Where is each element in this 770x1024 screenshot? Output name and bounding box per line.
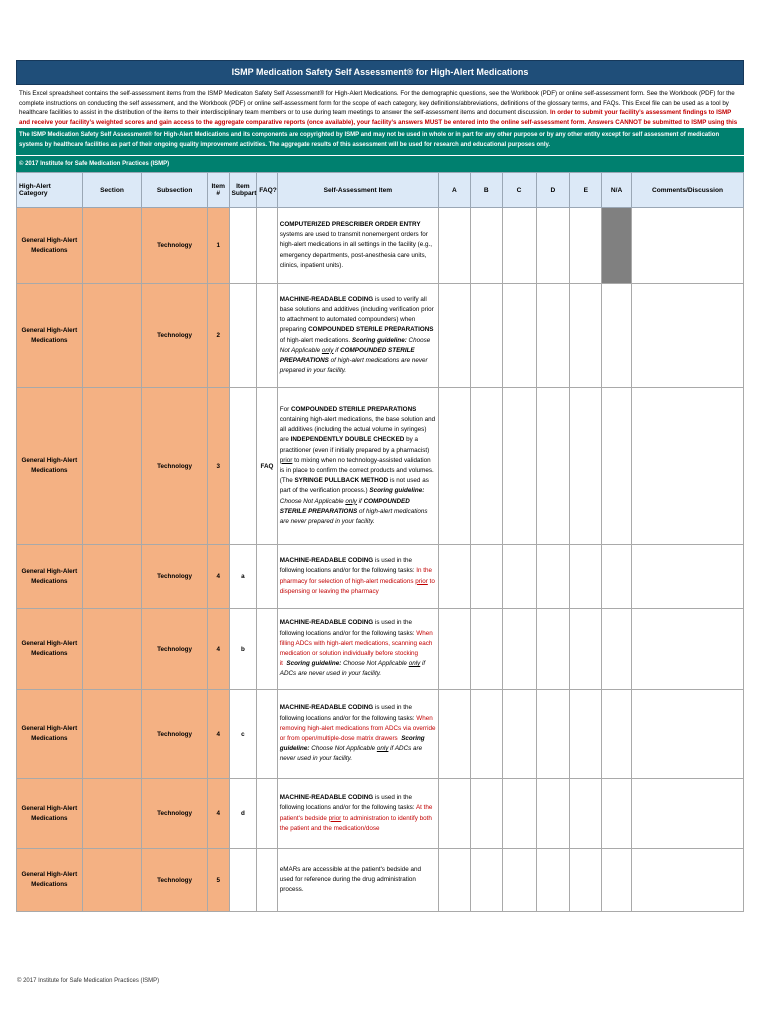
cell-category[interactable]: General High-Alert Medications: [17, 208, 83, 284]
item-text-part: is used in the following locations and/or for the following tasks:: [279, 619, 417, 637]
cell-e[interactable]: [570, 690, 602, 779]
cell-na[interactable]: [602, 690, 632, 779]
cell-d[interactable]: [536, 849, 570, 912]
cell-section[interactable]: [82, 388, 142, 545]
cell-a[interactable]: [438, 545, 470, 609]
cell-faq[interactable]: FAQ: [257, 388, 278, 545]
item-text-part: In the pharmacy for selection of high-alert medications: [279, 567, 433, 585]
item-text-part: Scoring guideline:: [369, 487, 425, 495]
cell-b[interactable]: [470, 779, 502, 849]
copyright-notice: The ISMP Medication Safety Self Assessment® for High-Alert Medications and its components are copyrighted by ISMP and may not be used in whole or in part for any other purpose or by any other entity except for self assessment of medication systems by healthcare facilities as part of their ongoing quality improvement activities. The aggregate results of this assessment will be used for research and educational purposes only.: [16, 128, 744, 155]
col-header-d[interactable]: D: [536, 173, 570, 208]
cell-subsection[interactable]: Technology: [142, 208, 208, 284]
cell-faq[interactable]: [257, 609, 278, 690]
cell-c[interactable]: [502, 690, 536, 779]
table-row: [17, 690, 744, 779]
cell-item-text[interactable]: [277, 690, 438, 779]
cell-e[interactable]: [570, 849, 602, 912]
item-text-part: INDEPENDENTLY DOUBLE CHECKED: [290, 436, 405, 444]
item-text-part: only: [408, 660, 421, 668]
cell-section[interactable]: [82, 284, 142, 388]
item-text-part: Scoring guideline:: [279, 735, 425, 753]
col-header-na[interactable]: N/A: [602, 173, 632, 208]
item-text-part: is used to verify all base solutions and additives (including verification prior to attachment to automated compounders) when preparing: [279, 295, 434, 334]
item-text-part: Scoring guideline:: [286, 660, 342, 668]
col-header-item-no[interactable]: Item #: [207, 173, 229, 208]
cell-comments[interactable]: [631, 208, 743, 284]
item-text-part: When removing high-alert medications from ADCs via override or from open/multiple-dose matrix drawers: [279, 714, 436, 742]
cell-subsection[interactable]: Technology: [142, 545, 208, 609]
cell-a[interactable]: [438, 849, 470, 912]
cell-item-no[interactable]: 5: [207, 849, 229, 912]
item-text-part: if: [333, 346, 341, 354]
cell-comments[interactable]: [631, 779, 743, 849]
cell-item-text[interactable]: [277, 609, 438, 690]
item-text-part: of high-alert medications are never prepared in your facility.: [279, 507, 428, 526]
cell-subpart[interactable]: a: [229, 545, 257, 609]
table-row: [17, 849, 744, 912]
table-row: [17, 545, 744, 609]
cell-b[interactable]: [470, 609, 502, 690]
cell-na[interactable]: [602, 609, 632, 690]
cell-faq[interactable]: [257, 284, 278, 388]
cell-d[interactable]: [536, 388, 570, 545]
cell-comments[interactable]: [631, 849, 743, 912]
item-text-part: to dispensing or leaving the pharmacy: [279, 577, 435, 595]
cell-na[interactable]: [602, 388, 632, 545]
cell-faq[interactable]: [257, 545, 278, 609]
item-text-part: MACHINE-READABLE CODING: [279, 619, 374, 627]
item-text-part: is used in the following locations and/or for the following tasks:: [279, 794, 416, 812]
cell-e[interactable]: [570, 208, 602, 284]
cell-subpart[interactable]: [229, 284, 257, 388]
cell-b[interactable]: [470, 545, 502, 609]
cell-a[interactable]: [438, 388, 470, 545]
table-row: [17, 388, 744, 545]
item-text-part: Scoring guideline:: [351, 336, 407, 344]
cell-subpart[interactable]: [229, 388, 257, 545]
cell-item-no[interactable]: 2: [207, 284, 229, 388]
item-text-part: by a practitioner (even if initially prepared by a pharmacist): [279, 436, 430, 454]
cell-d[interactable]: [536, 208, 570, 284]
item-text-part: COMPOUNDED STERILE PREPARATIONS: [279, 346, 415, 364]
cell-a[interactable]: [438, 208, 470, 284]
item-text-part: prior: [279, 456, 293, 464]
col-header-b[interactable]: B: [470, 173, 502, 208]
cell-category[interactable]: General High-Alert Medications: [17, 779, 83, 849]
cell-comments[interactable]: [631, 690, 743, 779]
cell-subpart[interactable]: [229, 849, 257, 912]
cell-section[interactable]: [82, 849, 142, 912]
cell-item-text[interactable]: [277, 779, 438, 849]
table-row: [17, 208, 744, 284]
cell-c[interactable]: [502, 388, 536, 545]
cell-item-text[interactable]: [277, 208, 438, 284]
item-text-part: if ADCs are never used in your facility.: [279, 745, 423, 763]
item-text-part: prior: [328, 814, 342, 822]
cell-item-text[interactable]: [277, 388, 438, 545]
col-header-section[interactable]: Section: [82, 173, 142, 208]
cell-item-text[interactable]: eMARs are accessible at the patient's bedside and used for reference during the drug administration process.: [277, 849, 438, 912]
cell-b[interactable]: [470, 849, 502, 912]
cell-item-text[interactable]: [277, 284, 438, 388]
item-text-part: if: [356, 497, 364, 505]
cell-subsection[interactable]: Technology: [142, 849, 208, 912]
cell-c[interactable]: [502, 208, 536, 284]
cell-e[interactable]: [570, 284, 602, 388]
cell-e[interactable]: [570, 609, 602, 690]
item-text-part: COMPUTERIZED PRESCRIBER ORDER ENTRY: [279, 220, 421, 228]
cell-section[interactable]: [82, 779, 142, 849]
table-row: [17, 779, 744, 849]
cell-b[interactable]: [470, 284, 502, 388]
cell-d[interactable]: [536, 690, 570, 779]
item-text-part: to administration to identify both the patient and the medication/dose: [279, 814, 432, 832]
cell-na[interactable]: [602, 849, 632, 912]
item-text-part: MACHINE-READABLE CODING: [279, 557, 374, 565]
col-header-subsection[interactable]: Subsection: [142, 173, 208, 208]
cell-subsection[interactable]: Technology: [142, 609, 208, 690]
col-header-comments[interactable]: Comments/Discussion: [631, 173, 743, 208]
item-text-part: SYRINGE PULLBACK METHOD: [294, 477, 389, 485]
table-row: [17, 284, 744, 388]
item-text-part: MACHINE-READABLE CODING: [279, 794, 374, 802]
cell-comments[interactable]: [631, 609, 743, 690]
item-text-part: COMPOUNDED STERILE PREPARATIONS: [290, 405, 417, 413]
cell-comments[interactable]: [631, 545, 743, 609]
cell-category[interactable]: General High-Alert Medications: [17, 849, 83, 912]
cell-item-no[interactable]: 3: [207, 388, 229, 545]
cell-item-no[interactable]: 4: [207, 609, 229, 690]
cell-subsection[interactable]: Technology: [142, 388, 208, 545]
item-text-part: only: [321, 346, 334, 354]
cell-b[interactable]: [470, 388, 502, 545]
cell-b[interactable]: [470, 690, 502, 779]
item-text-part: is used in the following locations and/or for the following tasks:: [279, 557, 417, 575]
cell-faq[interactable]: [257, 849, 278, 912]
item-text-part: of high-alert medications.: [279, 336, 352, 344]
cell-item-text[interactable]: [277, 545, 438, 609]
item-text-part: Choose Not Applicable: [279, 497, 346, 505]
item-text-part: COMPOUNDED STERILE PREPARATIONS: [279, 497, 410, 515]
cell-c[interactable]: [502, 545, 536, 609]
col-header-c[interactable]: C: [502, 173, 536, 208]
item-text-part: is used in the following locations and/or for the following tasks:: [279, 704, 417, 722]
cell-d[interactable]: [536, 545, 570, 609]
cell-subpart[interactable]: [229, 208, 257, 284]
cell-a[interactable]: [438, 609, 470, 690]
cell-d[interactable]: [536, 779, 570, 849]
item-text-part: Choose Not Applicable: [341, 660, 409, 668]
cell-na[interactable]: [602, 208, 632, 284]
cell-na[interactable]: [602, 545, 632, 609]
item-text-part: systems are used to transmit nonemergent orders for high-alert medications in all settings in the facility (e.g., emergency departments, post-anesthesia care units, clinics, inpatient units).: [279, 231, 433, 269]
cell-category[interactable]: General High-Alert Medications: [17, 690, 83, 779]
cell-d[interactable]: [536, 284, 570, 388]
item-text-part: For: [279, 405, 291, 413]
col-header-item-text[interactable]: Self-Assessment Item: [277, 173, 438, 208]
assessment-table: [16, 172, 744, 912]
cell-subsection[interactable]: Technology: [142, 779, 208, 849]
cell-a[interactable]: [438, 690, 470, 779]
cell-item-no[interactable]: 4: [207, 779, 229, 849]
cell-a[interactable]: [438, 779, 470, 849]
col-header-a[interactable]: A: [438, 173, 470, 208]
cell-na[interactable]: [602, 284, 632, 388]
item-text-part: MACHINE-READABLE CODING: [279, 295, 374, 303]
item-text-part: When filling ADCs with high-alert medications, scanning each medication or solution individually before stocking it: [279, 629, 433, 668]
cell-a[interactable]: [438, 284, 470, 388]
item-text-part: only: [345, 497, 357, 505]
item-text-part: of high-alert medications are never prepared in your facility.: [279, 356, 428, 375]
cell-c[interactable]: [502, 609, 536, 690]
item-text-part: prior: [415, 577, 428, 585]
cell-section[interactable]: [82, 690, 142, 779]
cell-b[interactable]: [470, 208, 502, 284]
col-header-category[interactable]: High-Alert Category: [17, 173, 83, 208]
cell-faq[interactable]: [257, 208, 278, 284]
cell-e[interactable]: [570, 388, 602, 545]
item-text-part: if ADCs are never used in your facility.: [279, 660, 426, 678]
cell-item-no[interactable]: 1: [207, 208, 229, 284]
intro-highlight: In order to submit your facility’s assessment findings to ISMP and receive your facility’s weighted scores and gain access to the aggregate comparative reports (once available), your facility’s answers MUST be entered into the online self-assessment form. Answers CANNOT be submitted to ISMP using this: [19, 109, 738, 126]
cell-subsection[interactable]: Technology: [142, 284, 208, 388]
col-header-e[interactable]: E: [570, 173, 602, 208]
column-header-row: [17, 173, 744, 208]
cell-c[interactable]: [502, 284, 536, 388]
page-footer: © 2017 Institute for Safe Medication Practices (ISMP): [17, 978, 160, 984]
cell-category[interactable]: General High-Alert Medications: [17, 609, 83, 690]
item-text-part: to mixing when no technology-assisted validation is in place to confirm the correct products and volumes. (The: [279, 456, 434, 485]
item-text-part: containing high-alert medications, the base solution and all additives (including the actual volume in syringes) are: [279, 415, 436, 444]
cell-subpart[interactable]: c: [229, 690, 257, 779]
cell-section[interactable]: [82, 545, 142, 609]
cell-c[interactable]: [502, 849, 536, 912]
worksheet-title: ISMP Medication Safety Self Assessment® for High-Alert Medications: [16, 60, 744, 85]
item-text-part: Choose Not Applicable: [279, 336, 431, 354]
cell-section[interactable]: [82, 609, 142, 690]
item-text-part: is not used as part of the verification process.): [279, 477, 429, 495]
cell-e[interactable]: [570, 779, 602, 849]
cell-section[interactable]: [82, 208, 142, 284]
table-row: [17, 609, 744, 690]
cell-faq[interactable]: [257, 779, 278, 849]
item-text-part: only: [376, 745, 389, 753]
item-text-part: At the patient's bedside: [279, 804, 433, 822]
col-header-faq[interactable]: FAQ?: [257, 173, 278, 208]
cell-c[interactable]: [502, 779, 536, 849]
cell-faq[interactable]: [257, 690, 278, 779]
cell-comments[interactable]: [631, 388, 743, 545]
intro-text: [16, 85, 744, 128]
cell-category[interactable]: General High-Alert Medications: [17, 284, 83, 388]
cell-category[interactable]: General High-Alert Medications: [17, 388, 83, 545]
col-header-item-subpart[interactable]: Item Subpart: [229, 173, 257, 208]
item-text-part: Choose Not Applicable: [309, 745, 377, 753]
cell-item-no[interactable]: 4: [207, 690, 229, 779]
cell-subpart[interactable]: d: [229, 779, 257, 849]
cell-item-no[interactable]: 4: [207, 545, 229, 609]
cell-na[interactable]: [602, 779, 632, 849]
cell-comments[interactable]: [631, 284, 743, 388]
item-text-part: COMPOUNDED STERILE PREPARATIONS: [308, 326, 434, 334]
cell-category[interactable]: General High-Alert Medications: [17, 545, 83, 609]
cell-subsection[interactable]: Technology: [142, 690, 208, 779]
cell-d[interactable]: [536, 609, 570, 690]
cell-subpart[interactable]: b: [229, 609, 257, 690]
worksheet: [16, 60, 744, 912]
intro-body: This Excel spreadsheet contains the self-assessment items from the ISMP Medicaton Safety Self Assessment® for High-Alert Medications. For the demographic questions, see the Workbook (PDF) or online self-assessment form. See the Workbook (PDF) for the complete instructions on conducting the self assessment, and the Workbook (PDF) or online self-assessment form for the scope of each category, key definitions/abbreviations, definitions of the glossary terms, and FAQs. This Excel file can be used as a tool by healthcare facilities to assist in the distribution of the items to their interdisciplinary team members or to use during team meetings to answer the self-assessment items and document discussion.: [19, 90, 735, 116]
cell-e[interactable]: [570, 545, 602, 609]
item-text-part: MACHINE-READABLE CODING: [279, 704, 374, 712]
copyright-line: © 2017 Institute for Safe Medication Practices (ISMP): [16, 155, 744, 172]
